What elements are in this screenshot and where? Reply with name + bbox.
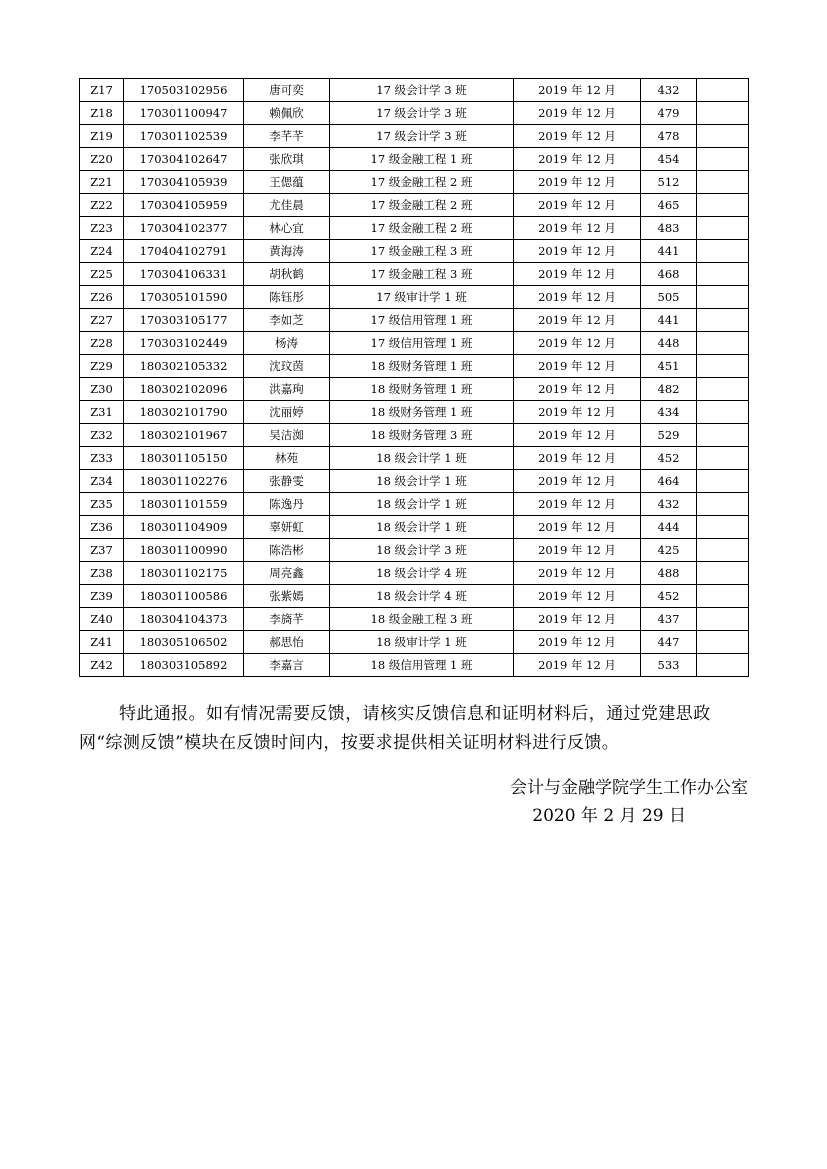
student-id-cell: 170304105939 [124, 171, 244, 194]
date-cell: 2019 年 12 月 [514, 562, 641, 585]
remarks-cell [697, 470, 749, 493]
row-number-cell: Z25 [80, 263, 124, 286]
date-cell: 2019 年 12 月 [514, 217, 641, 240]
table-row [80, 171, 749, 194]
table-row [80, 608, 749, 631]
student-id-cell: 180301105150 [124, 447, 244, 470]
score-cell: 533 [641, 654, 697, 677]
class-name-cell: 18 级金融工程 3 班 [330, 608, 514, 631]
date-cell: 2019 年 12 月 [514, 286, 641, 309]
student-name-cell: 沈丽婷 [244, 401, 330, 424]
remarks-cell [697, 171, 749, 194]
class-name-cell: 17 级金融工程 1 班 [330, 148, 514, 171]
remarks-cell [697, 585, 749, 608]
date-cell: 2019 年 12 月 [514, 585, 641, 608]
table-row [80, 309, 749, 332]
score-cell: 483 [641, 217, 697, 240]
class-name-cell: 17 级金融工程 3 班 [330, 263, 514, 286]
score-cell: 447 [641, 631, 697, 654]
student-id-cell: 180304104373 [124, 608, 244, 631]
remarks-cell [697, 355, 749, 378]
student-name-cell: 张紫嫣 [244, 585, 330, 608]
score-cell: 432 [641, 79, 697, 102]
student-id-cell: 170303102449 [124, 332, 244, 355]
table-row [80, 539, 749, 562]
student-name-cell: 黄海涛 [244, 240, 330, 263]
date-cell: 2019 年 12 月 [514, 240, 641, 263]
student-name-cell: 吴洁洳 [244, 424, 330, 447]
score-cell: 441 [641, 240, 697, 263]
remarks-cell [697, 125, 749, 148]
student-name-cell: 周亮鑫 [244, 562, 330, 585]
date-cell: 2019 年 12 月 [514, 654, 641, 677]
row-number-cell: Z31 [80, 401, 124, 424]
row-number-cell: Z34 [80, 470, 124, 493]
class-name-cell: 18 级会计学 1 班 [330, 516, 514, 539]
student-name-cell: 杨涛 [244, 332, 330, 355]
student-name-cell: 陈浩彬 [244, 539, 330, 562]
student-id-cell: 180302101790 [124, 401, 244, 424]
table-row [80, 148, 749, 171]
student-id-cell: 170404102791 [124, 240, 244, 263]
class-name-cell: 17 级金融工程 2 班 [330, 194, 514, 217]
table-row [80, 240, 749, 263]
date-cell: 2019 年 12 月 [514, 102, 641, 125]
table-row [80, 102, 749, 125]
score-cell: 452 [641, 447, 697, 470]
row-number-cell: Z26 [80, 286, 124, 309]
table-body [80, 79, 749, 677]
score-cell: 529 [641, 424, 697, 447]
student-name-cell: 赖佩欣 [244, 102, 330, 125]
date-cell: 2019 年 12 月 [514, 355, 641, 378]
date-cell: 2019 年 12 月 [514, 401, 641, 424]
date-cell: 2019 年 12 月 [514, 447, 641, 470]
row-number-cell: Z35 [80, 493, 124, 516]
student-id-cell: 180301100586 [124, 585, 244, 608]
class-name-cell: 18 级财务管理 1 班 [330, 378, 514, 401]
table-row [80, 286, 749, 309]
class-name-cell: 17 级金融工程 2 班 [330, 217, 514, 240]
class-name-cell: 17 级金融工程 3 班 [330, 240, 514, 263]
student-id-cell: 180305106502 [124, 631, 244, 654]
remarks-cell [697, 286, 749, 309]
row-number-cell: Z23 [80, 217, 124, 240]
table-row [80, 125, 749, 148]
student-id-cell: 170304102377 [124, 217, 244, 240]
date-cell: 2019 年 12 月 [514, 424, 641, 447]
row-number-cell: Z38 [80, 562, 124, 585]
score-cell: 448 [641, 332, 697, 355]
remarks-cell [697, 378, 749, 401]
score-cell: 432 [641, 493, 697, 516]
table-row [80, 217, 749, 240]
class-name-cell: 18 级财务管理 3 班 [330, 424, 514, 447]
table-row [80, 378, 749, 401]
score-cell: 505 [641, 286, 697, 309]
score-cell: 452 [641, 585, 697, 608]
remarks-cell [697, 240, 749, 263]
student-name-cell: 张静雯 [244, 470, 330, 493]
student-id-cell: 170304106331 [124, 263, 244, 286]
row-number-cell: Z37 [80, 539, 124, 562]
date-cell: 2019 年 12 月 [514, 539, 641, 562]
remarks-cell [697, 562, 749, 585]
score-cell: 465 [641, 194, 697, 217]
student-name-cell: 林心宜 [244, 217, 330, 240]
table-row [80, 447, 749, 470]
table-row [80, 562, 749, 585]
student-id-cell: 180301102276 [124, 470, 244, 493]
row-number-cell: Z42 [80, 654, 124, 677]
student-id-cell: 180301101559 [124, 493, 244, 516]
remarks-cell [697, 309, 749, 332]
class-name-cell: 17 级会计学 3 班 [330, 102, 514, 125]
class-name-cell: 18 级会计学 1 班 [330, 470, 514, 493]
student-id-cell: 170503102956 [124, 79, 244, 102]
table-row [80, 79, 749, 102]
row-number-cell: Z33 [80, 447, 124, 470]
student-name-cell: 洪嘉珣 [244, 378, 330, 401]
score-cell: 451 [641, 355, 697, 378]
student-name-cell: 辜妍虹 [244, 516, 330, 539]
row-number-cell: Z30 [80, 378, 124, 401]
row-number-cell: Z17 [80, 79, 124, 102]
row-number-cell: Z21 [80, 171, 124, 194]
row-number-cell: Z40 [80, 608, 124, 631]
remarks-cell [697, 263, 749, 286]
score-cell: 482 [641, 378, 697, 401]
student-name-cell: 李芊芊 [244, 125, 330, 148]
class-name-cell: 18 级会计学 4 班 [330, 562, 514, 585]
table-row [80, 424, 749, 447]
date-cell: 2019 年 12 月 [514, 194, 641, 217]
date-cell: 2019 年 12 月 [514, 309, 641, 332]
score-cell: 441 [641, 309, 697, 332]
table-row [80, 401, 749, 424]
row-number-cell: Z18 [80, 102, 124, 125]
date-cell: 2019 年 12 月 [514, 493, 641, 516]
remarks-cell [697, 608, 749, 631]
student-name-cell: 尤佳晨 [244, 194, 330, 217]
table-row [80, 493, 749, 516]
remarks-cell [697, 148, 749, 171]
student-name-cell: 唐可奕 [244, 79, 330, 102]
row-number-cell: Z19 [80, 125, 124, 148]
class-name-cell: 18 级会计学 3 班 [330, 539, 514, 562]
student-name-cell: 林苑 [244, 447, 330, 470]
row-number-cell: Z20 [80, 148, 124, 171]
table-row [80, 470, 749, 493]
student-id-cell: 180302105332 [124, 355, 244, 378]
score-cell: 464 [641, 470, 697, 493]
date-cell: 2019 年 12 月 [514, 470, 641, 493]
date-cell: 2019 年 12 月 [514, 171, 641, 194]
student-name-cell: 陈钰彤 [244, 286, 330, 309]
row-number-cell: Z29 [80, 355, 124, 378]
date-cell: 2019 年 12 月 [514, 631, 641, 654]
class-name-cell: 18 级会计学 1 班 [330, 493, 514, 516]
remarks-cell [697, 539, 749, 562]
row-number-cell: Z28 [80, 332, 124, 355]
student-id-cell: 180302102096 [124, 378, 244, 401]
student-name-cell: 李旖芊 [244, 608, 330, 631]
student-name-cell: 郝思怡 [244, 631, 330, 654]
class-name-cell: 17 级信用管理 1 班 [330, 309, 514, 332]
row-number-cell: Z36 [80, 516, 124, 539]
score-cell: 437 [641, 608, 697, 631]
score-cell: 454 [641, 148, 697, 171]
remarks-cell [697, 194, 749, 217]
class-name-cell: 18 级信用管理 1 班 [330, 654, 514, 677]
score-cell: 512 [641, 171, 697, 194]
remarks-cell [697, 493, 749, 516]
score-cell: 468 [641, 263, 697, 286]
date-cell: 2019 年 12 月 [514, 608, 641, 631]
date-cell: 2019 年 12 月 [514, 125, 641, 148]
remarks-cell [697, 102, 749, 125]
date-cell: 2019 年 12 月 [514, 332, 641, 355]
score-cell: 425 [641, 539, 697, 562]
table-row [80, 355, 749, 378]
student-name-cell: 胡秋鹤 [244, 263, 330, 286]
student-id-cell: 170301100947 [124, 102, 244, 125]
date-cell: 2019 年 12 月 [514, 148, 641, 171]
date-cell: 2019 年 12 月 [514, 79, 641, 102]
table-row [80, 263, 749, 286]
table-row [80, 631, 749, 654]
score-cell: 479 [641, 102, 697, 125]
remarks-cell [697, 217, 749, 240]
row-number-cell: Z24 [80, 240, 124, 263]
student-name-cell: 沈玟茵 [244, 355, 330, 378]
class-name-cell: 18 级审计学 1 班 [330, 631, 514, 654]
student-table [79, 78, 749, 677]
row-number-cell: Z41 [80, 631, 124, 654]
date-cell: 2019 年 12 月 [514, 263, 641, 286]
table-row [80, 654, 749, 677]
student-name-cell: 张欣琪 [244, 148, 330, 171]
signature-date: 2020 年 2 月 29 日 [532, 806, 686, 826]
student-id-cell: 180302101967 [124, 424, 244, 447]
row-number-cell: Z32 [80, 424, 124, 447]
table-row [80, 516, 749, 539]
remarks-cell [697, 516, 749, 539]
notice-paragraph: 特此通报。如有情况需要反馈，请核实反馈信息和证明材料后，通过党建思政网“综测反馈”模块在反馈时间内，按要求提供相关证明材料进行反馈。 [79, 704, 711, 753]
student-name-cell: 李如芝 [244, 309, 330, 332]
table-row [80, 194, 749, 217]
student-id-cell: 180301100990 [124, 539, 244, 562]
row-number-cell: Z22 [80, 194, 124, 217]
student-id-cell: 170304105959 [124, 194, 244, 217]
student-id-cell: 170303105177 [124, 309, 244, 332]
signature-organization: 会计与金融学院学生工作办公室 [510, 778, 748, 798]
remarks-cell [697, 424, 749, 447]
remarks-cell [697, 631, 749, 654]
row-number-cell: Z39 [80, 585, 124, 608]
remarks-cell [697, 401, 749, 424]
remarks-cell [697, 332, 749, 355]
student-name-cell: 陈逸丹 [244, 493, 330, 516]
score-cell: 488 [641, 562, 697, 585]
date-cell: 2019 年 12 月 [514, 378, 641, 401]
student-name-cell: 王偲蕴 [244, 171, 330, 194]
class-name-cell: 18 级财务管理 1 班 [330, 355, 514, 378]
student-id-cell: 180303105892 [124, 654, 244, 677]
student-id-cell: 180301102175 [124, 562, 244, 585]
remarks-cell [697, 447, 749, 470]
class-name-cell: 17 级审计学 1 班 [330, 286, 514, 309]
student-name-cell: 李嘉言 [244, 654, 330, 677]
signature-block [510, 774, 748, 830]
student-id-cell: 170304102647 [124, 148, 244, 171]
student-id-cell: 170305101590 [124, 286, 244, 309]
class-name-cell: 17 级会计学 3 班 [330, 79, 514, 102]
student-id-cell: 180301104909 [124, 516, 244, 539]
table-row [80, 332, 749, 355]
score-cell: 444 [641, 516, 697, 539]
class-name-cell: 17 级信用管理 1 班 [330, 332, 514, 355]
remarks-cell [697, 654, 749, 677]
table-row [80, 585, 749, 608]
row-number-cell: Z27 [80, 309, 124, 332]
remarks-cell [697, 79, 749, 102]
class-name-cell: 18 级会计学 4 班 [330, 585, 514, 608]
score-cell: 478 [641, 125, 697, 148]
class-name-cell: 17 级金融工程 2 班 [330, 171, 514, 194]
score-cell: 434 [641, 401, 697, 424]
class-name-cell: 18 级会计学 1 班 [330, 447, 514, 470]
class-name-cell: 17 级会计学 3 班 [330, 125, 514, 148]
student-id-cell: 170301102539 [124, 125, 244, 148]
date-cell: 2019 年 12 月 [514, 516, 641, 539]
class-name-cell: 18 级财务管理 1 班 [330, 401, 514, 424]
